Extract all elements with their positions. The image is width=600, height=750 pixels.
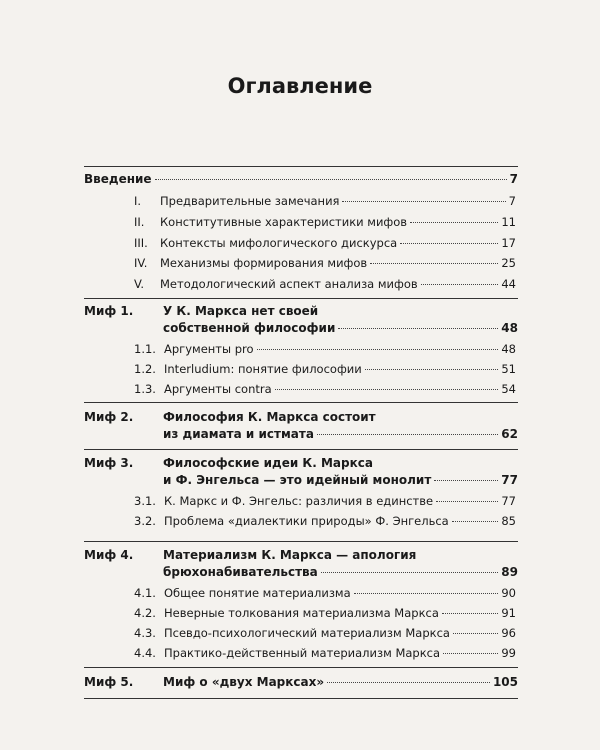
page-title: Оглавление bbox=[227, 74, 373, 98]
toc-subentry[interactable] bbox=[134, 606, 516, 620]
toc-myth-title-line2: собственной философии bbox=[163, 321, 336, 335]
toc-subentry-page: 96 bbox=[501, 626, 516, 640]
toc-myth-title-line1[interactable]: Философия К. Маркса состоит bbox=[163, 410, 376, 424]
toc-myth-title-line1[interactable]: У К. Маркса нет своей bbox=[163, 304, 319, 318]
leader-dots bbox=[321, 572, 499, 573]
leader-dots bbox=[400, 243, 498, 244]
divider bbox=[84, 298, 518, 299]
leader-dots bbox=[354, 593, 499, 594]
divider bbox=[84, 541, 518, 542]
toc-subentry[interactable] bbox=[134, 362, 516, 376]
toc-subentry-num: 4.4. bbox=[134, 646, 156, 660]
toc-subentry[interactable] bbox=[134, 256, 516, 270]
toc-subentry-num: IV. bbox=[134, 256, 148, 270]
toc-myth-title-line1[interactable]: Материализм К. Маркса — апология bbox=[163, 548, 417, 562]
toc-myth-page: 48 bbox=[501, 321, 518, 335]
toc-subentry-num: 1.1. bbox=[134, 342, 156, 356]
toc-subentry[interactable] bbox=[134, 494, 516, 508]
toc-subentry-page: 17 bbox=[501, 236, 516, 250]
toc-subentry-label: Контексты мифологического дискурса bbox=[160, 236, 398, 250]
toc-subentry-label: Конститутивные характеристики мифов bbox=[160, 215, 408, 229]
divider bbox=[84, 698, 518, 699]
divider bbox=[84, 667, 518, 668]
toc-intro-row[interactable] bbox=[84, 172, 518, 186]
toc-subentry-label: Предварительные замечания bbox=[160, 194, 340, 208]
toc-myth-row[interactable] bbox=[163, 565, 518, 579]
leader-dots bbox=[365, 369, 499, 370]
leader-dots bbox=[327, 682, 490, 683]
toc-subentry-label: Неверные толкования материализма Маркса bbox=[164, 606, 439, 620]
toc-subentry-page: 44 bbox=[501, 277, 516, 291]
toc-subentry-label: Практико-действенный материализм Маркса bbox=[164, 646, 441, 660]
toc-myth-title-line2: из диамата и истмата bbox=[163, 427, 314, 441]
leader-dots bbox=[275, 389, 499, 390]
toc-subentry-label: Аргументы pro bbox=[164, 342, 254, 356]
toc-myth-page: 77 bbox=[501, 473, 518, 487]
toc-subentry-num: 1.2. bbox=[134, 362, 156, 376]
toc-subentry-page: 51 bbox=[501, 362, 516, 376]
toc-myth-label: Миф 2. bbox=[84, 410, 134, 424]
toc-subentry-label: Проблема «диалектики природы» Ф. Энгельса bbox=[164, 514, 449, 528]
toc-subentry-label: Методологический аспект анализа мифов bbox=[160, 277, 418, 291]
divider bbox=[84, 449, 518, 450]
toc-subentry-label: Псевдо-психологический материализм Маркса bbox=[164, 626, 450, 640]
toc-subentry[interactable] bbox=[134, 342, 516, 356]
toc-subentry-page: 7 bbox=[508, 194, 516, 208]
toc-myth-page: 105 bbox=[492, 675, 518, 689]
toc-myth-label: Миф 3. bbox=[84, 456, 134, 470]
toc-subentry[interactable] bbox=[134, 626, 516, 640]
toc-subentry-num: 4.3. bbox=[134, 626, 156, 640]
toc-myth-title-line1[interactable]: Философские идеи К. Маркса bbox=[163, 456, 373, 470]
toc-subentry[interactable] bbox=[134, 194, 516, 208]
toc-myth-label: Миф 1. bbox=[84, 304, 134, 318]
toc-subentry-page: 85 bbox=[501, 514, 516, 528]
toc-subentry-page: 25 bbox=[501, 256, 516, 270]
toc-myth-row[interactable] bbox=[163, 675, 518, 689]
leader-dots bbox=[421, 284, 499, 285]
toc-subentry-num: V. bbox=[134, 277, 145, 291]
toc-subentry[interactable] bbox=[134, 586, 516, 600]
leader-dots bbox=[442, 613, 498, 614]
leader-dots bbox=[443, 653, 498, 654]
leader-dots bbox=[155, 179, 507, 180]
toc-subentry-page: 90 bbox=[501, 586, 516, 600]
divider bbox=[84, 402, 518, 403]
leader-dots bbox=[338, 328, 498, 329]
toc-subentry-label: Interludium: понятие философии bbox=[164, 362, 362, 376]
toc-subentry-num: II. bbox=[134, 215, 145, 229]
toc-subentry-page: 54 bbox=[501, 382, 516, 396]
toc-subentry-num: 4.1. bbox=[134, 586, 156, 600]
toc-myth-label: Миф 4. bbox=[84, 548, 134, 562]
leader-dots bbox=[452, 521, 499, 522]
leader-dots bbox=[370, 263, 498, 264]
leader-dots bbox=[410, 222, 498, 223]
toc-subentry[interactable] bbox=[134, 646, 516, 660]
toc-intro-page: 7 bbox=[509, 172, 518, 186]
leader-dots bbox=[257, 349, 499, 350]
toc-subentry-label: К. Маркс и Ф. Энгельс: различия в единстве bbox=[164, 494, 434, 508]
toc-subentry-page: 11 bbox=[501, 215, 516, 229]
toc-subentry-num: 3.1. bbox=[134, 494, 156, 508]
toc-subentry[interactable] bbox=[134, 215, 516, 229]
toc-myth-row[interactable] bbox=[163, 321, 518, 335]
toc-subentry-num: 1.3. bbox=[134, 382, 156, 396]
toc-myth-row[interactable] bbox=[163, 473, 518, 487]
toc-subentry-num: 4.2. bbox=[134, 606, 156, 620]
toc-subentry-page: 77 bbox=[501, 494, 516, 508]
toc-subentry-page: 91 bbox=[501, 606, 516, 620]
toc-intro-label: Введение bbox=[84, 172, 152, 186]
toc-subentry[interactable] bbox=[134, 514, 516, 528]
leader-dots bbox=[342, 201, 505, 202]
toc-myth-title-line2: и Ф. Энгельса — это идейный монолит bbox=[163, 473, 432, 487]
leader-dots bbox=[434, 480, 498, 481]
toc-subentry[interactable] bbox=[134, 236, 516, 250]
toc-myth-row[interactable] bbox=[163, 427, 518, 441]
toc-subentry[interactable] bbox=[134, 382, 516, 396]
toc-subentry-page: 99 bbox=[501, 646, 516, 660]
toc-myth-title-line1: Миф о «двух Марксах» bbox=[163, 675, 325, 689]
leader-dots bbox=[436, 501, 498, 502]
toc-myth-page: 89 bbox=[501, 565, 518, 579]
toc-subentry-page: 48 bbox=[501, 342, 516, 356]
toc-myth-title-line2: брюхонабивательства bbox=[163, 565, 318, 579]
toc-subentry-num: 3.2. bbox=[134, 514, 156, 528]
leader-dots bbox=[317, 434, 498, 435]
toc-subentry-num: III. bbox=[134, 236, 148, 250]
leader-dots bbox=[453, 633, 498, 634]
toc-subentry-label: Механизмы формирования мифов bbox=[160, 256, 368, 270]
divider bbox=[84, 166, 518, 167]
toc-subentry-label: Аргументы contra bbox=[164, 382, 272, 396]
toc-subentry[interactable] bbox=[134, 277, 516, 291]
toc-myth-label: Миф 5. bbox=[84, 675, 134, 689]
toc-subentry-num: I. bbox=[134, 194, 142, 208]
toc-subentry-label: Общее понятие материализма bbox=[164, 586, 351, 600]
toc-myth-page: 62 bbox=[501, 427, 518, 441]
